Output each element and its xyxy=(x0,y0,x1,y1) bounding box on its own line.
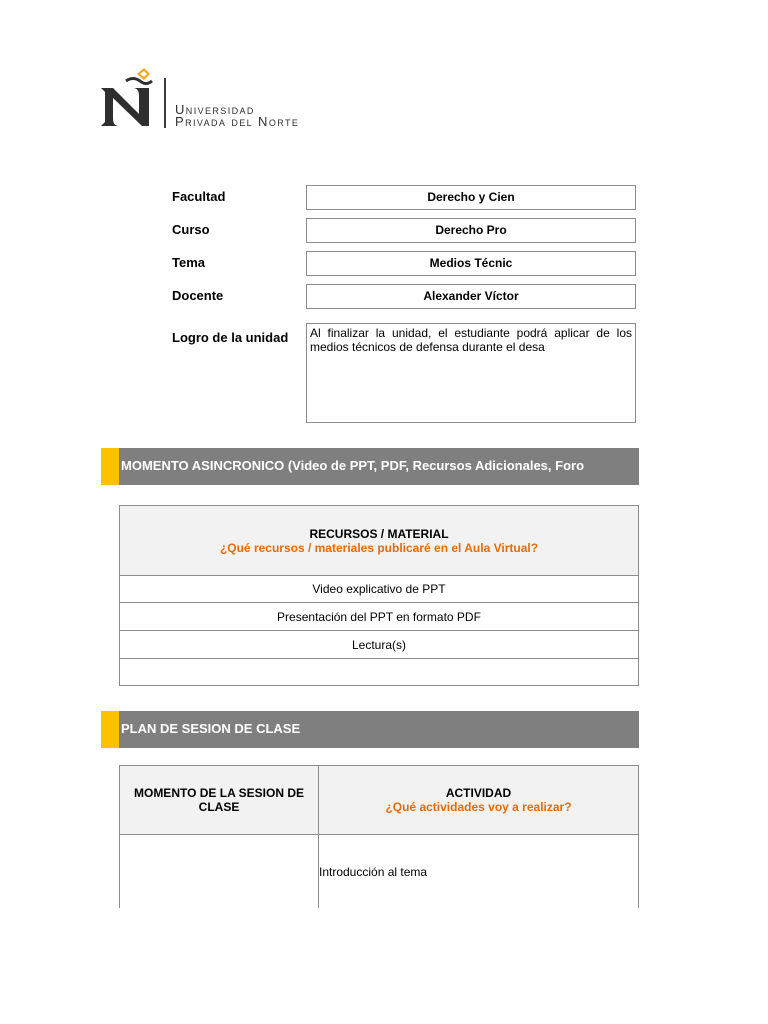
docente-label: Docente xyxy=(172,288,224,303)
asincronico-accent xyxy=(101,448,120,485)
curso-field xyxy=(306,218,636,243)
university-name-line1: Universidad xyxy=(175,102,255,117)
plan-table xyxy=(119,765,639,909)
tema-field xyxy=(306,251,636,276)
asincronico-title: MOMENTO ASINCRONICO (Video de PPT, PDF, Recursos Adicionales, Foro xyxy=(121,458,585,473)
table-row: Presentación del PPT en formato PDF xyxy=(120,603,639,631)
university-name-line2: Privada del Norte xyxy=(175,114,300,129)
page-bottom-mask xyxy=(100,908,660,1024)
recursos-question: ¿Qué recursos / materiales publicaré en el Aula Virtual? xyxy=(219,540,539,555)
facultad-label: Facultad xyxy=(172,189,226,204)
table-row: Lectura(s) xyxy=(120,631,639,659)
table-row-activity: Introducción al tema xyxy=(319,835,639,909)
tema-label: Tema xyxy=(172,255,205,270)
table-row: Video explicativo de PPT xyxy=(120,576,639,603)
docente-value: Alexander Víctor xyxy=(423,289,519,303)
plan-band xyxy=(119,711,639,748)
facultad-field xyxy=(306,185,636,210)
plan-col1-header: MOMENTO DE LA SESION DE CLASE xyxy=(120,766,319,835)
facultad-value: Derecho y Cien xyxy=(427,190,515,204)
recursos-header-cell xyxy=(120,506,639,576)
plan-accent xyxy=(101,711,120,748)
logro-label: Logro de la unidad xyxy=(172,330,289,345)
curso-label: Curso xyxy=(172,222,210,237)
logro-field: Al finalizar la unidad, el estudiante podrá aplicar de los medios técnicos de defensa durante el desa xyxy=(306,323,636,423)
recursos-header: RECURSOS / MATERIAL xyxy=(309,526,449,541)
table-row xyxy=(120,659,639,686)
plan-col2-header-cell xyxy=(319,766,639,835)
plan-col2-question: ¿Qué actividades voy a realizar? xyxy=(385,800,572,814)
plan-title: PLAN DE SESION DE CLASE xyxy=(121,721,301,736)
plan-col2-header: ACTIVIDAD xyxy=(445,786,512,800)
table-row-moment xyxy=(120,835,319,909)
recursos-table xyxy=(119,505,639,686)
tema-value: Medios Técnic xyxy=(429,256,513,270)
docente-field xyxy=(306,284,636,309)
curso-value: Derecho Pro xyxy=(435,223,507,237)
asincronico-band xyxy=(119,448,639,485)
